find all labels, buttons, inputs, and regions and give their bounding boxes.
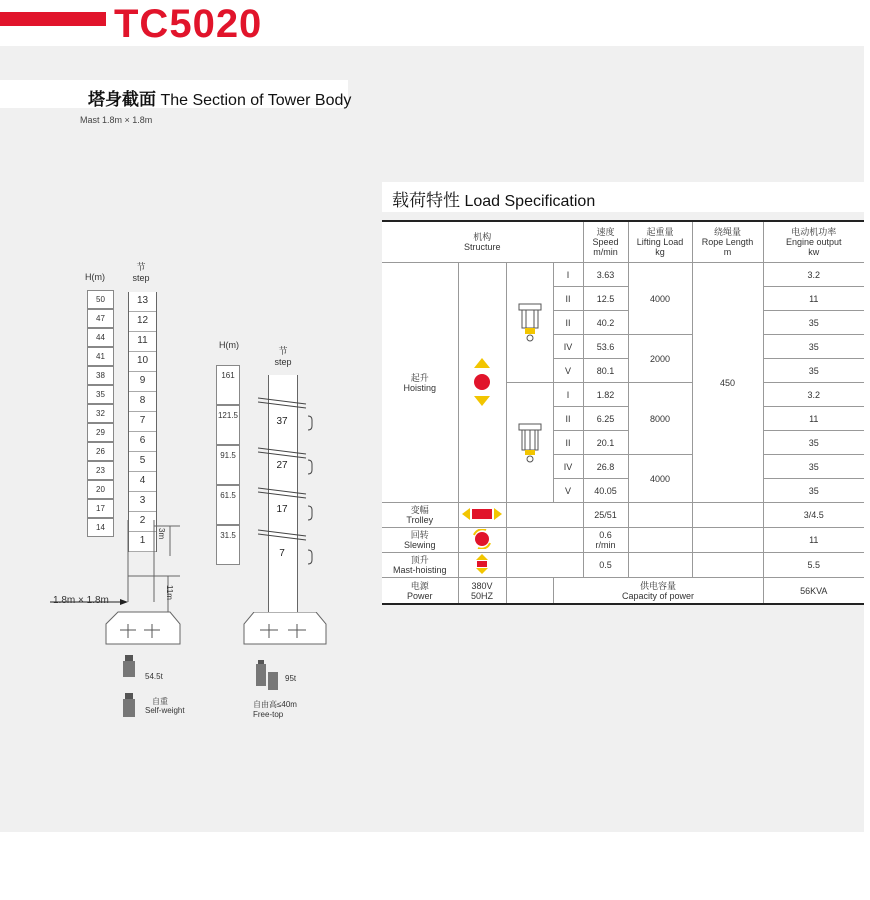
slewing-label-cn: 回转 <box>410 530 429 540</box>
power-supply-label <box>382 578 458 605</box>
d2-weight-icon <box>254 660 280 692</box>
rope-length-cell: 450 <box>692 263 763 503</box>
d2-step-label <box>268 346 298 368</box>
load-spec-table <box>382 220 864 605</box>
power-cell: 35 <box>763 479 864 503</box>
load-cell: 4000 <box>628 263 692 335</box>
speed-cell: 40.05 <box>583 479 628 503</box>
d1-dim-3m: 3m <box>157 528 166 540</box>
hoisting-label-cn: 起升 <box>410 372 429 383</box>
slewing-label <box>382 528 458 553</box>
d1-height-cell: 35 <box>87 385 114 404</box>
hook-block-icon <box>515 300 545 344</box>
speed-cell: 26.8 <box>583 455 628 479</box>
d1-height-cell: 23 <box>87 461 114 480</box>
mast-hoisting-label-cn: 顶升 <box>410 555 429 565</box>
gear-cell: I <box>553 383 583 407</box>
d1-step-cell: 4 <box>129 472 156 492</box>
d1-height-cell: 29 <box>87 423 114 442</box>
d1-height-cell: 41 <box>87 347 114 366</box>
empty-cell <box>692 503 763 528</box>
d1-step-cell: 2 <box>129 512 156 532</box>
power-cell: 11 <box>763 407 864 431</box>
empty-cell <box>692 553 763 578</box>
d1-step-cell: 1 <box>129 532 156 552</box>
gear-cell: IV <box>553 455 583 479</box>
d2-height-cell: 91.5 <box>216 445 240 485</box>
d1-step-cell: 12 <box>129 312 156 332</box>
d2-free-en: Free-top <box>253 710 284 719</box>
trolley-label <box>382 503 458 528</box>
d1-height-cell: 26 <box>87 442 114 461</box>
trolley-arrows-icon <box>461 507 503 521</box>
section-title-cn: 塔身截面 <box>88 90 156 109</box>
slewing-power: 11 <box>763 528 864 553</box>
mast-size-label: Mast 1.8m × 1.8m <box>80 115 153 125</box>
gear-cell: II <box>553 407 583 431</box>
d2-step-cell: 17 <box>276 504 288 515</box>
d1-step-cell: 7 <box>129 412 156 432</box>
d1-mast-label: 1.8m × 1.8m <box>53 595 109 606</box>
hoist-up-down-icon <box>471 356 493 408</box>
trolley-speed: 25/51 <box>583 503 628 528</box>
d1-height-cell: 14 <box>87 518 114 537</box>
d2-step-label-en: step <box>274 357 292 367</box>
rope-header <box>692 221 763 263</box>
d2-weight-value: 95t <box>285 674 297 683</box>
hoisting-icon-cell <box>458 263 506 503</box>
structure-header-cn: 机构 <box>473 232 492 242</box>
gear-cell: IV <box>553 335 583 359</box>
hook-4fall-cell <box>506 383 553 503</box>
slewing-speed-unit: r/min <box>595 540 616 550</box>
power-supply-label-cn: 电源 <box>410 580 429 591</box>
speed-cell: 6.25 <box>583 407 628 431</box>
d1-height-cell: 50 <box>87 290 114 309</box>
capacity-label-cn: 供电容量 <box>640 580 677 591</box>
empty-cell <box>628 528 692 553</box>
d1-step-cell: 8 <box>129 392 156 412</box>
d1-step-cell: 5 <box>129 452 156 472</box>
d2-step-cell: 27 <box>276 460 288 471</box>
d2-free-cn: 自由高≤40m <box>253 700 297 709</box>
d1-step-label <box>126 262 156 284</box>
rope-header-en: Rope Length <box>701 237 754 247</box>
d1-weight-label-cn: 自重 <box>152 697 168 706</box>
gear-cell: I <box>553 263 583 287</box>
d2-height-cell: 61.5 <box>216 485 240 525</box>
capacity-label-en: Capacity of power <box>621 590 695 601</box>
d1-height-cell: 17 <box>87 499 114 518</box>
gear-cell: II <box>553 287 583 311</box>
power-cell: 35 <box>763 311 864 335</box>
empty-cell <box>628 503 692 528</box>
power-header-en: Engine output <box>785 237 842 247</box>
jacking-arrows-icon <box>475 553 489 575</box>
speed-cell: 1.82 <box>583 383 628 407</box>
gear-cell: II <box>553 311 583 335</box>
slewing-label-en: Slewing <box>403 540 436 550</box>
speed-header-unit: m/min <box>593 247 618 257</box>
model-title: TC5020 <box>114 2 263 46</box>
spec-title-cn: 载荷特性 <box>392 191 460 210</box>
capacity-value: 56KVA <box>763 578 864 605</box>
trolley-label-cn: 变幅 <box>410 505 429 515</box>
weight-icon <box>120 655 142 725</box>
d2-step-cell: 37 <box>276 416 288 427</box>
power-supply-row <box>382 578 864 605</box>
rope-header-unit: m <box>723 247 732 257</box>
speed-header <box>583 221 628 263</box>
d2-height-cell: 31.5 <box>216 525 240 565</box>
speed-cell: 20.1 <box>583 431 628 455</box>
speed-cell: 53.6 <box>583 335 628 359</box>
voltage-value: 380V <box>471 580 493 591</box>
load-header-cn: 起重量 <box>646 227 674 237</box>
empty-cell <box>506 553 583 578</box>
gear-cell: V <box>553 359 583 383</box>
d1-step-cell: 9 <box>129 372 156 392</box>
d1-step-cell: 11 <box>129 332 156 352</box>
d1-height-cell: 32 <box>87 404 114 423</box>
load-cell: 4000 <box>628 455 692 503</box>
mast-hoisting-speed: 0.5 <box>583 553 628 578</box>
d2-section-marks <box>258 390 318 570</box>
d1-height-cell: 38 <box>87 366 114 385</box>
slewing-rotate-icon <box>471 529 493 549</box>
slewing-row <box>382 528 864 553</box>
d1-step-label-cn: 节 <box>136 262 146 272</box>
capacity-label <box>553 578 763 605</box>
mast-hoisting-label <box>382 553 458 578</box>
speed-cell: 40.2 <box>583 311 628 335</box>
d2-base-drawing <box>240 612 330 652</box>
section-title-en: The Section of Tower Body <box>160 92 352 109</box>
d2-height-column <box>216 365 240 565</box>
hook-block-icon <box>515 420 545 464</box>
d1-step-cell: 3 <box>129 492 156 512</box>
d2-height-cell: 121.5 <box>216 405 240 445</box>
section-title <box>88 85 351 110</box>
d1-step-cell: 6 <box>129 432 156 452</box>
structure-header <box>382 221 583 263</box>
gear-cell: V <box>553 479 583 503</box>
d1-height-cell: 47 <box>87 309 114 328</box>
d2-height-cell: 161 <box>216 365 240 405</box>
gear-cell: II <box>553 431 583 455</box>
power-header-unit: kw <box>808 247 820 257</box>
d1-height-label: H(m) <box>85 272 105 282</box>
slewing-icon-cell <box>458 528 506 553</box>
mast-hoisting-icon-cell <box>458 553 506 578</box>
d1-step-cell: 13 <box>129 292 156 312</box>
d1-height-column <box>87 290 114 537</box>
mast-hoisting-row <box>382 553 864 578</box>
hoisting-label <box>382 263 458 503</box>
d2-step-label-cn: 节 <box>278 346 288 356</box>
hoisting-label-en: Hoisting <box>403 382 436 393</box>
load-cell: 2000 <box>628 335 692 383</box>
trolley-row <box>382 503 864 528</box>
speed-cell: 3.63 <box>583 263 628 287</box>
power-cell: 3.2 <box>763 383 864 407</box>
speed-header-cn: 速度 <box>596 227 615 237</box>
d1-height-cell: 20 <box>87 480 114 499</box>
hook-2fall-cell <box>506 263 553 383</box>
frequency-value: 50HZ <box>470 590 493 601</box>
speed-cell: 80.1 <box>583 359 628 383</box>
slewing-speed <box>583 528 628 553</box>
voltage-cell <box>458 578 506 605</box>
empty-cell <box>506 578 553 605</box>
rope-header-cn: 绕绳量 <box>714 227 742 237</box>
power-supply-label-en: Power <box>406 590 433 601</box>
load-header-unit: kg <box>655 247 665 257</box>
trolley-icon-cell <box>458 503 506 528</box>
speed-cell: 12.5 <box>583 287 628 311</box>
d1-step-cell: 10 <box>129 352 156 372</box>
mast-hoisting-label-en: Mast-hoisting <box>392 565 447 575</box>
spec-header-row <box>382 221 864 263</box>
d1-weight-label-en: Self-weight <box>145 706 185 715</box>
empty-cell <box>506 528 583 553</box>
structure-header-en: Structure <box>464 242 501 252</box>
d1-height-cell: 44 <box>87 328 114 347</box>
d1-step-column <box>128 292 157 552</box>
mast-hoisting-power: 5.5 <box>763 553 864 578</box>
empty-cell <box>506 503 583 528</box>
d1-base-drawing <box>40 520 230 650</box>
power-cell: 3.2 <box>763 263 864 287</box>
d1-dim-11m: 11m <box>165 585 174 600</box>
d2-height-label: H(m) <box>219 340 239 350</box>
power-cell: 35 <box>763 455 864 479</box>
speed-header-en: Speed <box>592 237 619 247</box>
power-header <box>763 221 864 263</box>
d2-step-cell: 7 <box>279 548 285 559</box>
power-header-cn: 电动机功率 <box>791 227 837 237</box>
slewing-speed-value: 0.6 <box>599 530 612 540</box>
load-cell: 8000 <box>628 383 692 455</box>
d1-step-label-en: step <box>132 273 150 283</box>
hoist-row <box>382 263 864 287</box>
power-cell: 35 <box>763 431 864 455</box>
load-header-en: Lifting Load <box>636 237 684 247</box>
power-cell: 11 <box>763 287 864 311</box>
spec-title <box>392 186 595 211</box>
power-cell: 35 <box>763 359 864 383</box>
power-cell: 35 <box>763 335 864 359</box>
trolley-power: 3/4.5 <box>763 503 864 528</box>
load-header <box>628 221 692 263</box>
spec-title-en: Load Specification <box>464 193 596 210</box>
brand-bar <box>0 12 106 26</box>
empty-cell <box>628 553 692 578</box>
trolley-label-en: Trolley <box>406 515 434 525</box>
d1-weight-value: 54.5t <box>145 672 163 681</box>
empty-cell <box>692 528 763 553</box>
